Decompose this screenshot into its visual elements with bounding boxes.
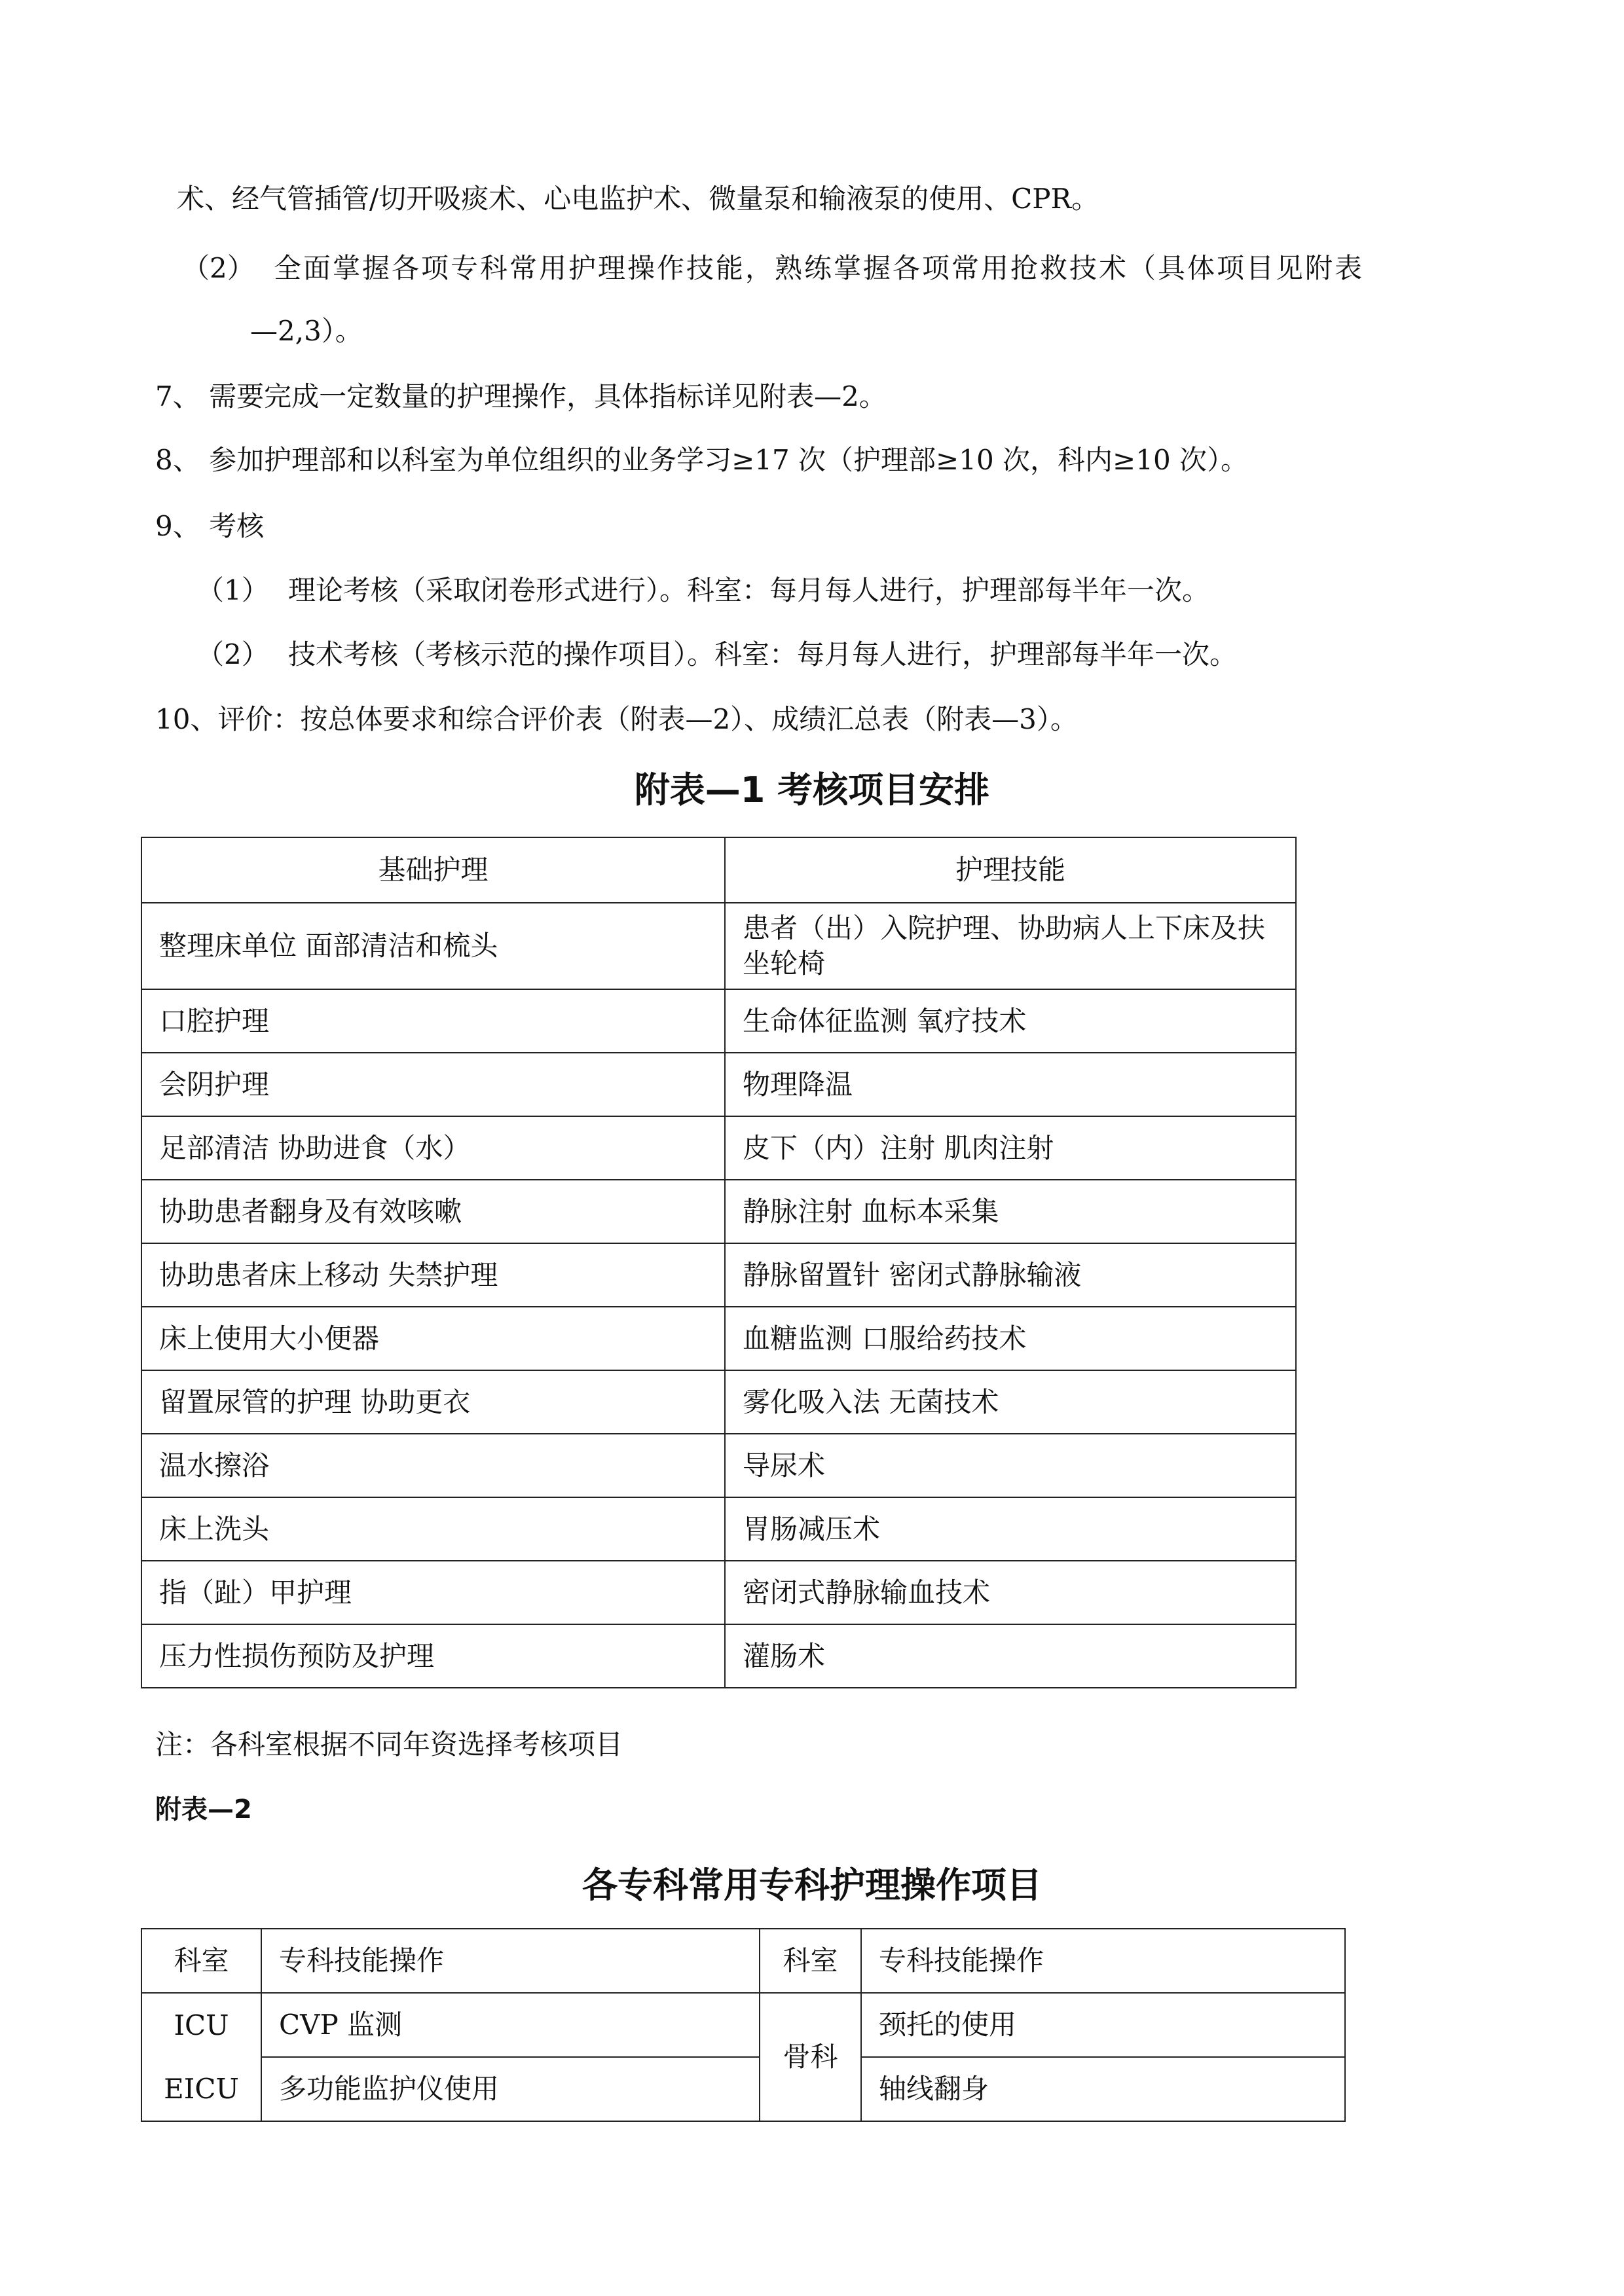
table-cell: 密闭式静脉输血技术 [725, 1561, 1296, 1624]
table-cell: 足部清洁 协助进食（水） [141, 1116, 725, 1180]
table-cell: 床上使用大小便器 [141, 1307, 725, 1370]
table-cell: CVP 监测 [261, 1993, 760, 2057]
table-cell: 指（趾）甲护理 [141, 1561, 725, 1624]
table-row [141, 1180, 1296, 1243]
paragraph-line: 术、经气管插管/切开吸痰术、心电监护术、微量泵和输液泵的使用、CPR。 [177, 183, 1099, 215]
list-number: （2） [182, 252, 255, 284]
table-cell: 雾化吸入法 无菌技术 [725, 1370, 1296, 1434]
table-row [141, 1053, 1296, 1116]
assessment-table [141, 837, 1297, 1688]
table-row [141, 1116, 1296, 1180]
table2-label: 附表—2 [155, 1795, 252, 1825]
table-cell: 整理床单位 面部清洁和梳头 [141, 903, 725, 989]
table-row [141, 1370, 1296, 1434]
table-cell: 床上洗头 [141, 1497, 725, 1561]
paragraph-line: 理论考核（采取闭卷形式进行）。科室：每月每人进行，护理部每半年一次。 [288, 574, 1210, 606]
table-cell: 生命体征监测 氧疗技术 [725, 989, 1296, 1053]
list-item-7: 7、 需要完成一定数量的护理操作，具体指标详见附表—2。 [155, 380, 887, 412]
list-item-9: 9、 考核 [155, 510, 265, 542]
table-cell: 血糖监测 口服给药技术 [725, 1307, 1296, 1370]
table2-title: 各专科常用专科护理操作项目 [582, 1865, 1042, 1906]
table-cell: 协助患者翻身及有效咳嗽 [141, 1180, 725, 1243]
table-cell: 灌肠术 [725, 1624, 1296, 1688]
table-row [141, 989, 1296, 1053]
list-number: （2） [196, 638, 269, 670]
table-cell: 颈托的使用 [861, 1993, 1345, 2057]
column-header: 护理技能 [725, 837, 1296, 903]
paragraph-line: 技术考核（考核示范的操作项目）。科室：每月每人进行，护理部每半年一次。 [288, 638, 1238, 670]
table-cell: 静脉留置针 密闭式静脉输液 [725, 1243, 1296, 1307]
table-cell: 多功能监护仪使用 [261, 2057, 760, 2121]
column-header: 科室 [141, 1929, 261, 1993]
list-item-8: 8、 参加护理部和以科室为单位组织的业务学习≥17 次（护理部≥10 次，科内≥10 次）。 [155, 444, 1249, 476]
table-cell: 静脉注射 血标本采集 [725, 1180, 1296, 1243]
table-header-row [141, 1929, 1345, 1993]
table-row [141, 1434, 1296, 1497]
table-row [141, 1993, 1345, 2057]
table-row [141, 1561, 1296, 1624]
table-row [141, 1497, 1296, 1561]
table-cell: 导尿术 [725, 1434, 1296, 1497]
table-cell: 皮下（内）注射 肌肉注射 [725, 1116, 1296, 1180]
table-cell: 口腔护理 [141, 989, 725, 1053]
table-cell: 会阴护理 [141, 1053, 725, 1116]
list-number: （1） [196, 574, 269, 606]
column-header: 专科技能操作 [261, 1929, 760, 1993]
department-cell: 骨科 [760, 1993, 861, 2121]
table-cell: 胃肠减压术 [725, 1497, 1296, 1561]
table-header-row [141, 837, 1296, 903]
column-header: 基础护理 [141, 837, 725, 903]
paragraph-line: —2,3）。 [250, 315, 363, 347]
list-item-10: 10、评价：按总体要求和综合评价表（附表—2）、成绩汇总表（附表—3）。 [155, 703, 1078, 735]
table-cell: 压力性损伤预防及护理 [141, 1624, 725, 1688]
table-row [141, 1307, 1296, 1370]
table-cell: 温水擦浴 [141, 1434, 725, 1497]
table1-title: 附表—1 考核项目安排 [634, 769, 990, 811]
column-header: 科室 [760, 1929, 861, 1993]
table-cell: 留置尿管的护理 协助更衣 [141, 1370, 725, 1434]
table-cell: 患者（出）入院护理、协助病人上下床及扶坐轮椅 [725, 903, 1296, 989]
table-row [141, 903, 1296, 989]
department-cell: EICU [141, 2057, 261, 2121]
table-cell: 轴线翻身 [861, 2057, 1345, 2121]
table-cell: 物理降温 [725, 1053, 1296, 1116]
column-header: 专科技能操作 [861, 1929, 1345, 1993]
table-cell: 协助患者床上移动 失禁护理 [141, 1243, 725, 1307]
table-row [141, 1243, 1296, 1307]
table1-note: 注：各科室根据不同年资选择考核项目 [155, 1728, 623, 1760]
department-cell: ICU [141, 1993, 261, 2057]
table-row [141, 2057, 1345, 2121]
table-row [141, 1624, 1296, 1688]
paragraph-line: 全面掌握各项专科常用护理操作技能，熟练掌握各项常用抢救技术（具体项目见附表 [274, 252, 1365, 284]
specialty-table [141, 1928, 1346, 2122]
